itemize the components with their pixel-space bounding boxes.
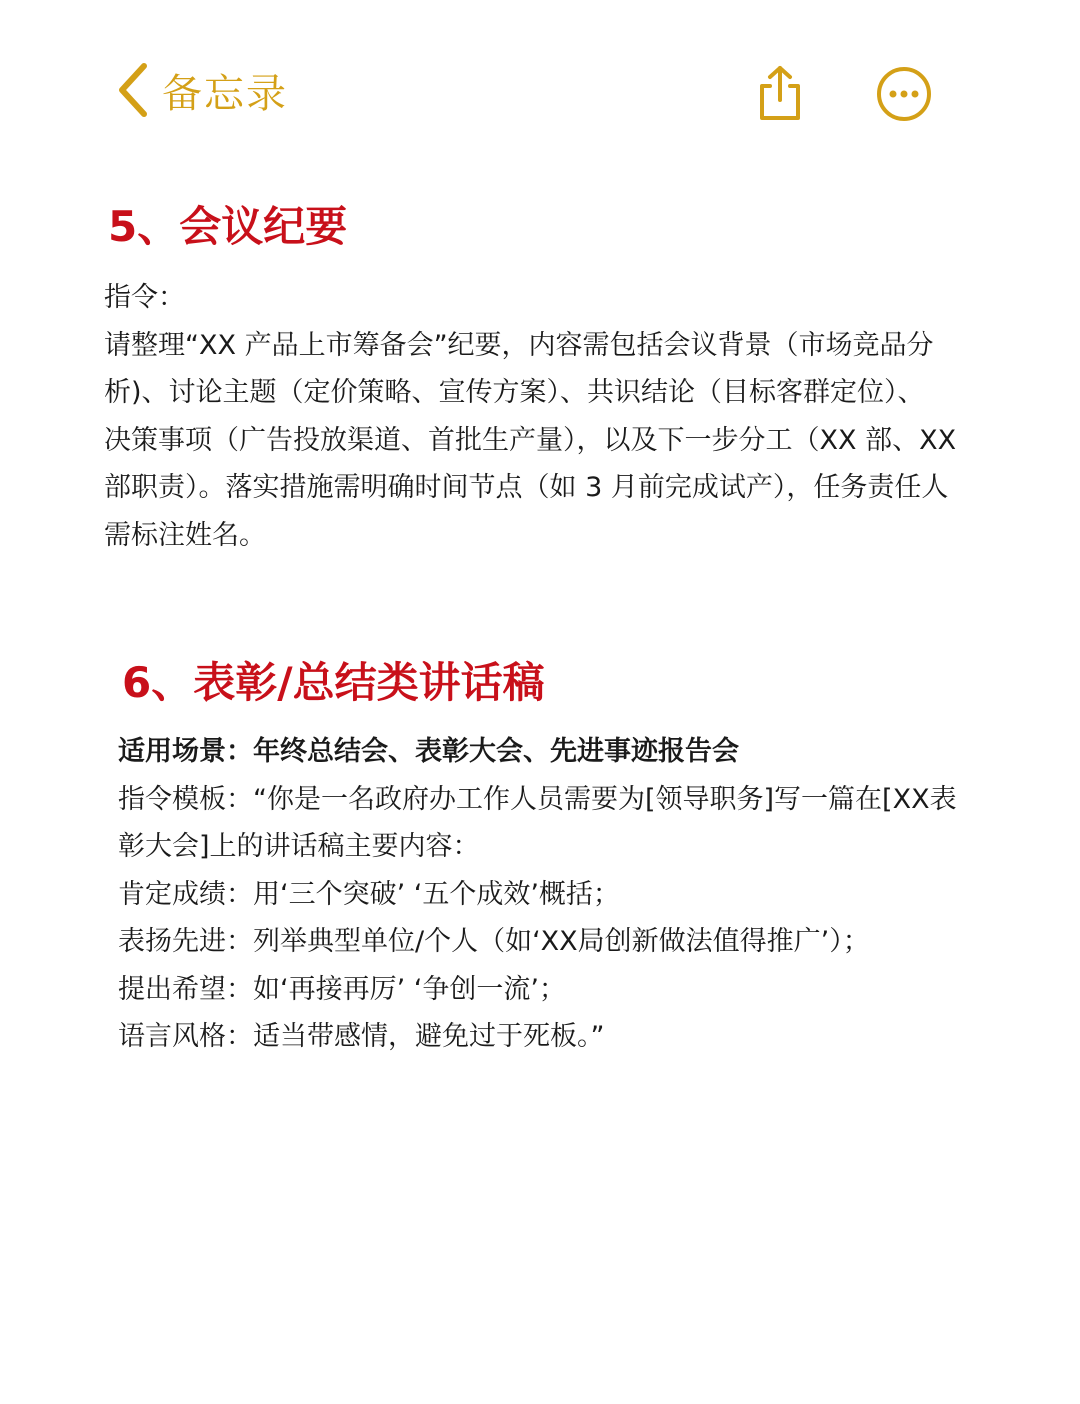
body-line: 指令模板：“你是一名政府办工作人员需要为[领导职务]写一篇在[XX表 <box>118 783 957 815</box>
body-line: 析)、讨论主题（定价策略、宣传方案）、共识结论（目标客群定位）、 <box>104 377 925 408</box>
share-icon <box>752 64 808 124</box>
section-5-body <box>104 274 984 559</box>
back-label: 备忘录 <box>162 70 288 117</box>
body-line: 表扬先进：列举典型单位/个人（如‘XX局创新做法值得推广’）； <box>118 926 870 957</box>
body-line: 指令： <box>104 282 185 313</box>
section-5-title: 5、会议纪要 <box>108 202 348 251</box>
more-button[interactable] <box>876 66 932 122</box>
more-icon <box>876 66 932 122</box>
share-button[interactable] <box>752 64 808 124</box>
body-line: 需标注姓名。 <box>104 519 266 551</box>
body-line: 彰大会]上的讲话稿主要内容： <box>118 831 480 862</box>
scene-line: 适用场景：年终总结会、表彰大会、先进事迹报告会 <box>118 736 739 767</box>
section-6-body <box>118 728 998 1061</box>
body-line: 决策事项（广告投放渠道、首批生产量），以及下一步分工（XX 部、XX <box>104 424 957 456</box>
body-line: 肯定成绩：用‘三个突破’ ‘五个成效’概括； <box>118 878 620 910</box>
section-6-title: 6、表彰/总结类讲话稿 <box>122 658 545 707</box>
body-line: 语言风格：适当带感情，避免过于死板。” <box>118 1021 605 1052</box>
chevron-left-icon <box>112 58 152 122</box>
body-line: 提出希望：如‘再接再厉’ ‘争创一流’； <box>118 973 566 1005</box>
back-button[interactable] <box>112 58 288 122</box>
body-line: 部职责）。落实措施需明确时间节点（如 3 月前完成试产），任务责任人 <box>104 472 949 503</box>
navigation-bar <box>0 0 1080 160</box>
body-line: 请整理“XX 产品上市筹备会”纪要，内容需包括会议背景（市场竞品分 <box>104 329 934 361</box>
